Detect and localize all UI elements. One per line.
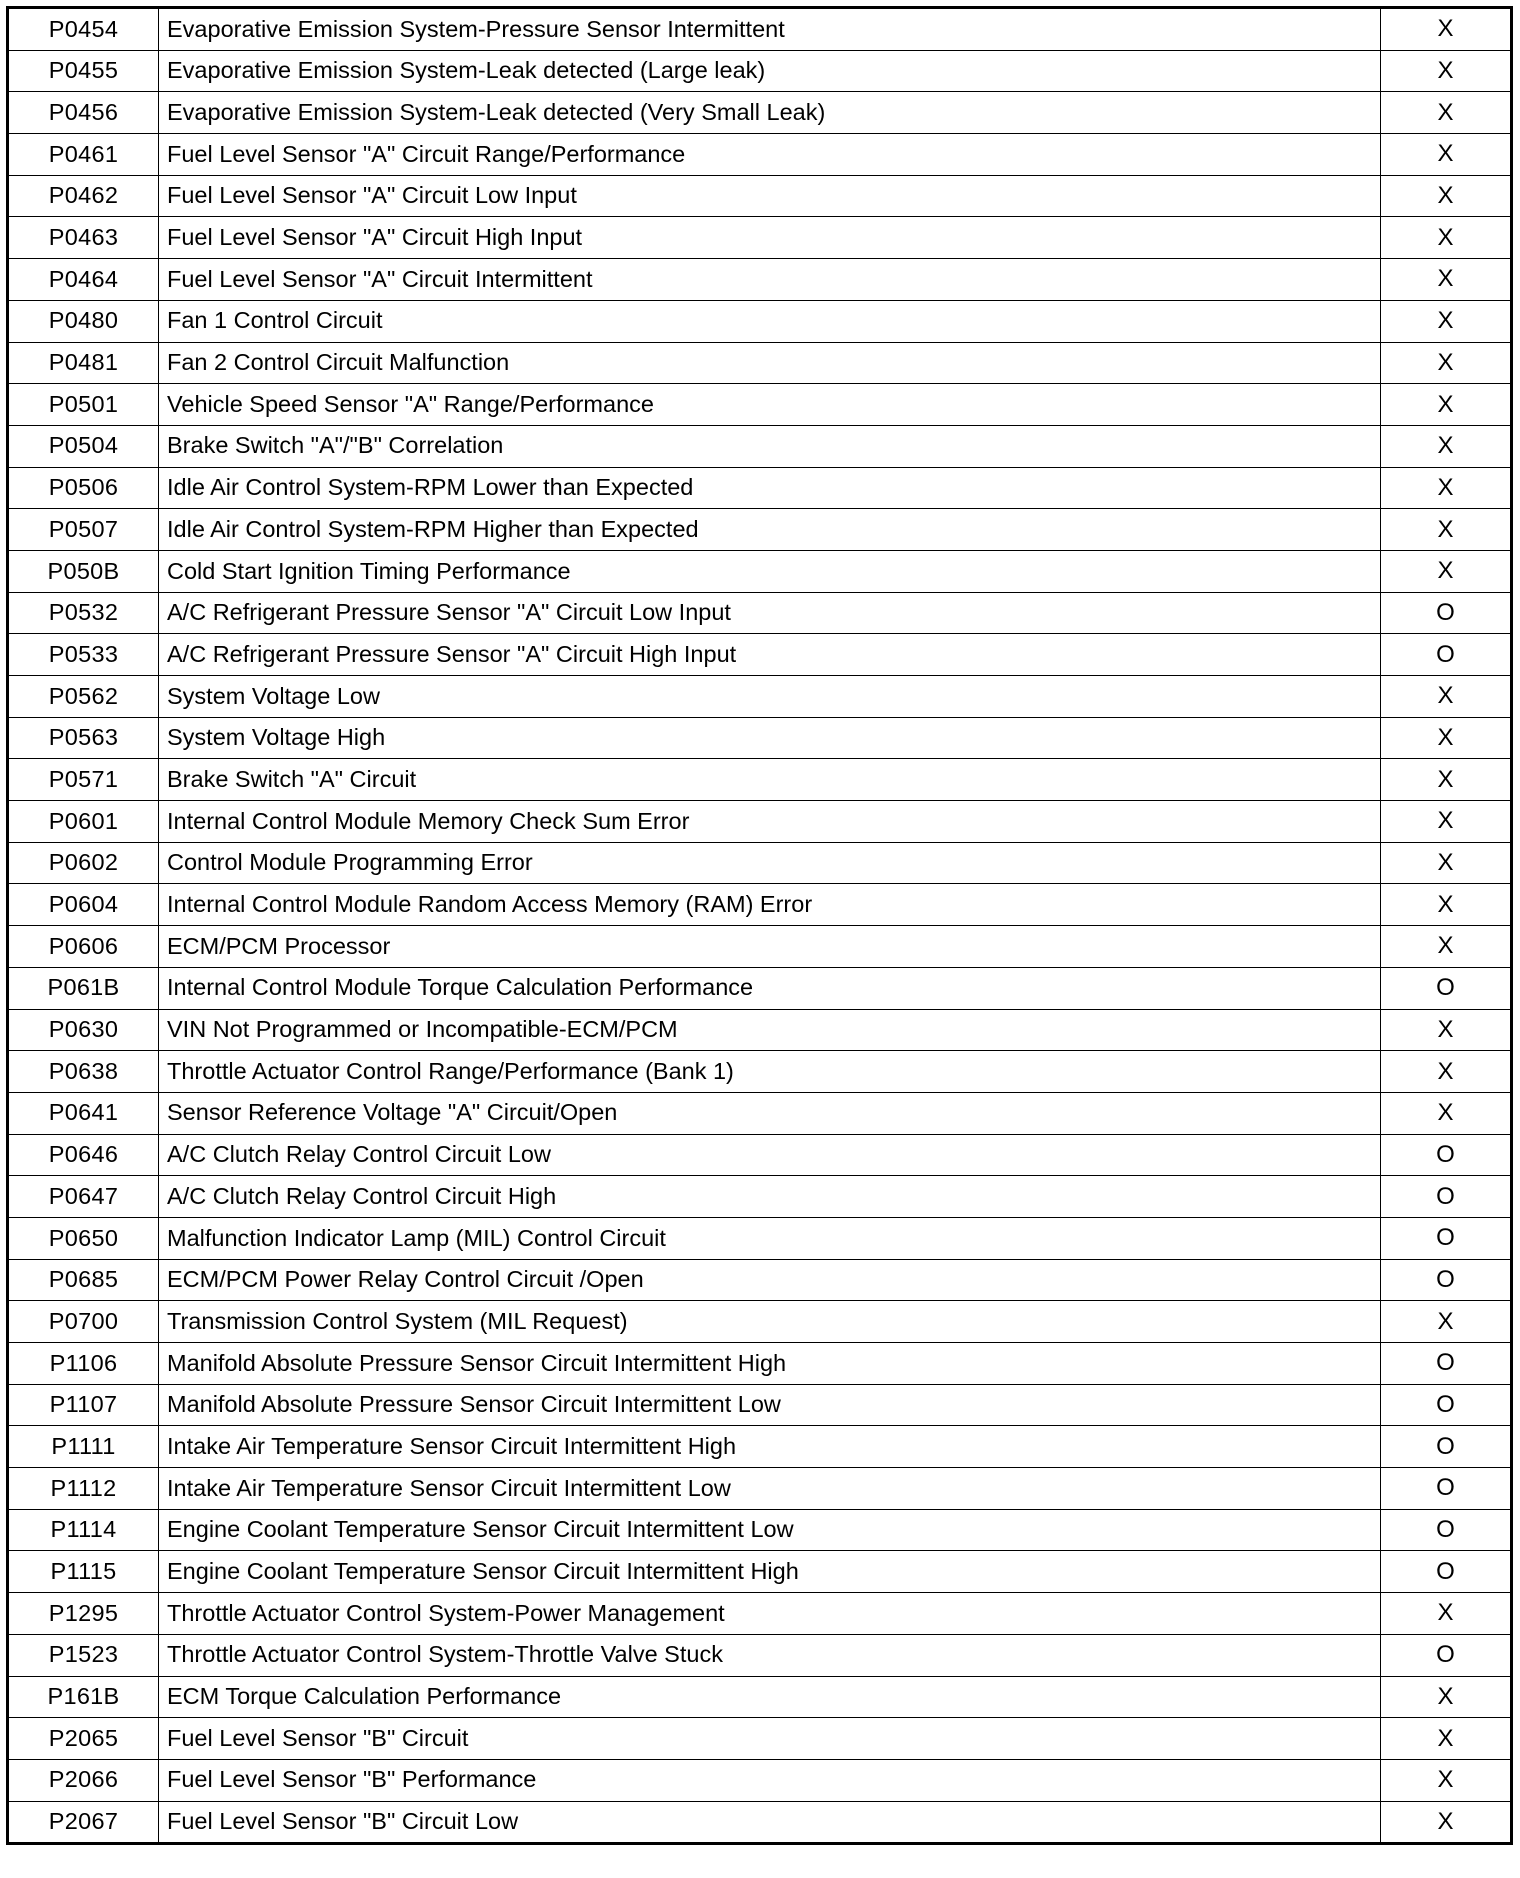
table-row — [8, 676, 1512, 718]
dtc-code-cell: P2065 — [8, 1718, 159, 1760]
dtc-description-cell: Evaporative Emission System-Leak detected (Very Small Leak) — [159, 92, 1381, 134]
dtc-description-cell: Idle Air Control System-RPM Lower than Expected — [159, 467, 1381, 509]
dtc-description-cell: Throttle Actuator Control System-Throttle Valve Stuck — [159, 1634, 1381, 1676]
table-row — [8, 259, 1512, 301]
dtc-flag-cell: X — [1381, 467, 1512, 509]
dtc-flag-cell: O — [1381, 634, 1512, 676]
dtc-code-cell: P161B — [8, 1676, 159, 1718]
dtc-flag-cell: O — [1381, 1176, 1512, 1218]
dtc-flag-cell: O — [1381, 1426, 1512, 1468]
table-row — [8, 467, 1512, 509]
dtc-description-cell: Internal Control Module Random Access Memory (RAM) Error — [159, 884, 1381, 926]
table-row — [8, 1134, 1512, 1176]
table-row — [8, 8, 1512, 51]
table-row — [8, 1801, 1512, 1844]
table-row — [8, 1468, 1512, 1510]
dtc-code-cell: P1107 — [8, 1384, 159, 1426]
table-row — [8, 1759, 1512, 1801]
dtc-code-cell: P0506 — [8, 467, 159, 509]
dtc-flag-cell: X — [1381, 1051, 1512, 1093]
dtc-code-cell: P0604 — [8, 884, 159, 926]
dtc-code-cell: P0454 — [8, 8, 159, 51]
dtc-code-cell: P061B — [8, 967, 159, 1009]
dtc-code-cell: P2066 — [8, 1759, 159, 1801]
dtc-description-cell: Fuel Level Sensor "A" Circuit High Input — [159, 217, 1381, 259]
dtc-description-cell: A/C Clutch Relay Control Circuit High — [159, 1176, 1381, 1218]
dtc-description-cell: ECM/PCM Processor — [159, 926, 1381, 968]
dtc-description-cell: Fan 1 Control Circuit — [159, 300, 1381, 342]
dtc-description-cell: System Voltage High — [159, 717, 1381, 759]
dtc-description-cell: Evaporative Emission System-Leak detected (Large leak) — [159, 50, 1381, 92]
dtc-description-cell: Engine Coolant Temperature Sensor Circuit Intermittent Low — [159, 1509, 1381, 1551]
dtc-flag-cell: X — [1381, 1676, 1512, 1718]
dtc-description-cell: Evaporative Emission System-Pressure Sensor Intermittent — [159, 8, 1381, 51]
dtc-code-cell: P0462 — [8, 175, 159, 217]
dtc-flag-cell: X — [1381, 1801, 1512, 1844]
dtc-code-cell: P0638 — [8, 1051, 159, 1093]
table-row — [8, 842, 1512, 884]
dtc-description-cell: Idle Air Control System-RPM Higher than Expected — [159, 509, 1381, 551]
dtc-code-cell: P0571 — [8, 759, 159, 801]
table-row — [8, 50, 1512, 92]
dtc-description-cell: Engine Coolant Temperature Sensor Circuit Intermittent High — [159, 1551, 1381, 1593]
dtc-code-cell: P0601 — [8, 801, 159, 843]
dtc-flag-cell: X — [1381, 759, 1512, 801]
dtc-code-cell: P1111 — [8, 1426, 159, 1468]
table-row — [8, 801, 1512, 843]
dtc-description-cell: Fuel Level Sensor "A" Circuit Low Input — [159, 175, 1381, 217]
dtc-code-cell: P0650 — [8, 1217, 159, 1259]
dtc-flag-cell: X — [1381, 509, 1512, 551]
table-row — [8, 1176, 1512, 1218]
dtc-flag-cell: X — [1381, 175, 1512, 217]
dtc-flag-cell: X — [1381, 300, 1512, 342]
dtc-code-cell: P0461 — [8, 134, 159, 176]
dtc-code-cell: P0685 — [8, 1259, 159, 1301]
dtc-description-cell: Transmission Control System (MIL Request) — [159, 1301, 1381, 1343]
table-row — [8, 1259, 1512, 1301]
dtc-code-cell: P1115 — [8, 1551, 159, 1593]
dtc-flag-cell: X — [1381, 1593, 1512, 1635]
dtc-description-cell: System Voltage Low — [159, 676, 1381, 718]
dtc-flag-cell: X — [1381, 1301, 1512, 1343]
dtc-description-cell: Brake Switch "A"/"B" Correlation — [159, 425, 1381, 467]
table-row — [8, 1718, 1512, 1760]
dtc-description-cell: A/C Refrigerant Pressure Sensor "A" Circuit Low Input — [159, 592, 1381, 634]
table-row — [8, 1343, 1512, 1385]
dtc-description-cell: A/C Refrigerant Pressure Sensor "A" Circuit High Input — [159, 634, 1381, 676]
dtc-flag-cell: X — [1381, 259, 1512, 301]
table-row — [8, 1009, 1512, 1051]
table-row — [8, 342, 1512, 384]
dtc-flag-cell: O — [1381, 1259, 1512, 1301]
dtc-code-cell: P0562 — [8, 676, 159, 718]
dtc-code-cell: P0504 — [8, 425, 159, 467]
dtc-flag-cell: O — [1381, 1134, 1512, 1176]
dtc-description-cell: Throttle Actuator Control Range/Performance (Bank 1) — [159, 1051, 1381, 1093]
dtc-flag-cell: X — [1381, 801, 1512, 843]
dtc-description-cell: Fuel Level Sensor "B" Circuit Low — [159, 1801, 1381, 1844]
dtc-flag-cell: X — [1381, 92, 1512, 134]
dtc-code-cell: P0481 — [8, 342, 159, 384]
dtc-code-cell: P1295 — [8, 1593, 159, 1635]
dtc-code-cell: P0532 — [8, 592, 159, 634]
dtc-description-cell: Fuel Level Sensor "B" Performance — [159, 1759, 1381, 1801]
table-row — [8, 92, 1512, 134]
dtc-code-cell: P0501 — [8, 384, 159, 426]
table-row — [8, 425, 1512, 467]
dtc-code-cell: P0455 — [8, 50, 159, 92]
dtc-description-cell: Fuel Level Sensor "A" Circuit Range/Performance — [159, 134, 1381, 176]
dtc-code-cell: P1106 — [8, 1343, 159, 1385]
table-row — [8, 1426, 1512, 1468]
table-row — [8, 1092, 1512, 1134]
table-row — [8, 1551, 1512, 1593]
dtc-description-cell: Fuel Level Sensor "A" Circuit Intermittent — [159, 259, 1381, 301]
dtc-description-cell: Fan 2 Control Circuit Malfunction — [159, 342, 1381, 384]
dtc-code-cell: P0641 — [8, 1092, 159, 1134]
dtc-description-cell: Brake Switch "A" Circuit — [159, 759, 1381, 801]
table-row — [8, 217, 1512, 259]
dtc-flag-cell: X — [1381, 134, 1512, 176]
table-row — [8, 759, 1512, 801]
dtc-description-cell: Intake Air Temperature Sensor Circuit Intermittent High — [159, 1426, 1381, 1468]
dtc-flag-cell: X — [1381, 425, 1512, 467]
table-row — [8, 1593, 1512, 1635]
dtc-description-cell: Manifold Absolute Pressure Sensor Circuit Intermittent High — [159, 1343, 1381, 1385]
dtc-code-cell: P0630 — [8, 1009, 159, 1051]
dtc-description-cell: Vehicle Speed Sensor "A" Range/Performance — [159, 384, 1381, 426]
table-row — [8, 1384, 1512, 1426]
dtc-description-cell: Throttle Actuator Control System-Power Management — [159, 1593, 1381, 1635]
dtc-description-cell: Internal Control Module Memory Check Sum Error — [159, 801, 1381, 843]
dtc-code-cell: P0456 — [8, 92, 159, 134]
dtc-flag-cell: X — [1381, 926, 1512, 968]
table-row — [8, 926, 1512, 968]
dtc-code-cell: P0507 — [8, 509, 159, 551]
table-row — [8, 1301, 1512, 1343]
table-row — [8, 1634, 1512, 1676]
dtc-code-cell: P0464 — [8, 259, 159, 301]
dtc-code-cell: P0463 — [8, 217, 159, 259]
dtc-code-cell: P0606 — [8, 926, 159, 968]
dtc-flag-cell: O — [1381, 1551, 1512, 1593]
dtc-description-cell: Sensor Reference Voltage "A" Circuit/Open — [159, 1092, 1381, 1134]
dtc-flag-cell: O — [1381, 1343, 1512, 1385]
dtc-description-cell: Internal Control Module Torque Calculation Performance — [159, 967, 1381, 1009]
dtc-code-cell: P0602 — [8, 842, 159, 884]
dtc-description-cell: ECM/PCM Power Relay Control Circuit /Open — [159, 1259, 1381, 1301]
table-row — [8, 1509, 1512, 1551]
dtc-code-cell: P1112 — [8, 1468, 159, 1510]
table-row — [8, 717, 1512, 759]
dtc-flag-cell: X — [1381, 384, 1512, 426]
dtc-code-cell: P2067 — [8, 1801, 159, 1844]
dtc-description-cell: Cold Start Ignition Timing Performance — [159, 550, 1381, 592]
table-row — [8, 509, 1512, 551]
table-row — [8, 175, 1512, 217]
dtc-flag-cell: O — [1381, 1509, 1512, 1551]
dtc-description-cell: VIN Not Programmed or Incompatible-ECM/PCM — [159, 1009, 1381, 1051]
dtc-flag-cell: O — [1381, 1468, 1512, 1510]
table-row — [8, 592, 1512, 634]
table-row — [8, 550, 1512, 592]
dtc-table-body — [8, 8, 1512, 1844]
table-row — [8, 1676, 1512, 1718]
table-row — [8, 1051, 1512, 1093]
dtc-code-cell: P0646 — [8, 1134, 159, 1176]
table-row — [8, 134, 1512, 176]
dtc-flag-cell: X — [1381, 1009, 1512, 1051]
dtc-flag-cell: O — [1381, 967, 1512, 1009]
dtc-flag-cell: X — [1381, 342, 1512, 384]
dtc-code-cell: P0533 — [8, 634, 159, 676]
table-row — [8, 1217, 1512, 1259]
dtc-flag-cell: X — [1381, 717, 1512, 759]
dtc-flag-cell: X — [1381, 550, 1512, 592]
dtc-code-cell: P0563 — [8, 717, 159, 759]
dtc-flag-cell: O — [1381, 1384, 1512, 1426]
dtc-code-cell: P1114 — [8, 1509, 159, 1551]
dtc-code-cell: P0480 — [8, 300, 159, 342]
dtc-flag-cell: O — [1381, 1217, 1512, 1259]
table-row — [8, 634, 1512, 676]
dtc-description-cell: Malfunction Indicator Lamp (MIL) Control Circuit — [159, 1217, 1381, 1259]
dtc-code-cell: P1523 — [8, 1634, 159, 1676]
dtc-flag-cell: X — [1381, 8, 1512, 51]
dtc-description-cell: A/C Clutch Relay Control Circuit Low — [159, 1134, 1381, 1176]
table-row — [8, 300, 1512, 342]
dtc-description-cell: Fuel Level Sensor "B" Circuit — [159, 1718, 1381, 1760]
dtc-code-cell: P0700 — [8, 1301, 159, 1343]
table-row — [8, 384, 1512, 426]
dtc-flag-cell: X — [1381, 1092, 1512, 1134]
table-row — [8, 967, 1512, 1009]
dtc-description-cell: Control Module Programming Error — [159, 842, 1381, 884]
dtc-flag-cell: X — [1381, 50, 1512, 92]
dtc-description-cell: ECM Torque Calculation Performance — [159, 1676, 1381, 1718]
dtc-flag-cell: X — [1381, 884, 1512, 926]
dtc-flag-cell: X — [1381, 676, 1512, 718]
dtc-table — [6, 6, 1513, 1845]
dtc-flag-cell: O — [1381, 592, 1512, 634]
dtc-code-cell: P0647 — [8, 1176, 159, 1218]
dtc-flag-cell: X — [1381, 842, 1512, 884]
table-row — [8, 884, 1512, 926]
dtc-flag-cell: O — [1381, 1634, 1512, 1676]
dtc-flag-cell: X — [1381, 1718, 1512, 1760]
dtc-description-cell: Intake Air Temperature Sensor Circuit Intermittent Low — [159, 1468, 1381, 1510]
dtc-description-cell: Manifold Absolute Pressure Sensor Circuit Intermittent Low — [159, 1384, 1381, 1426]
dtc-flag-cell: X — [1381, 217, 1512, 259]
dtc-flag-cell: X — [1381, 1759, 1512, 1801]
dtc-code-cell: P050B — [8, 550, 159, 592]
